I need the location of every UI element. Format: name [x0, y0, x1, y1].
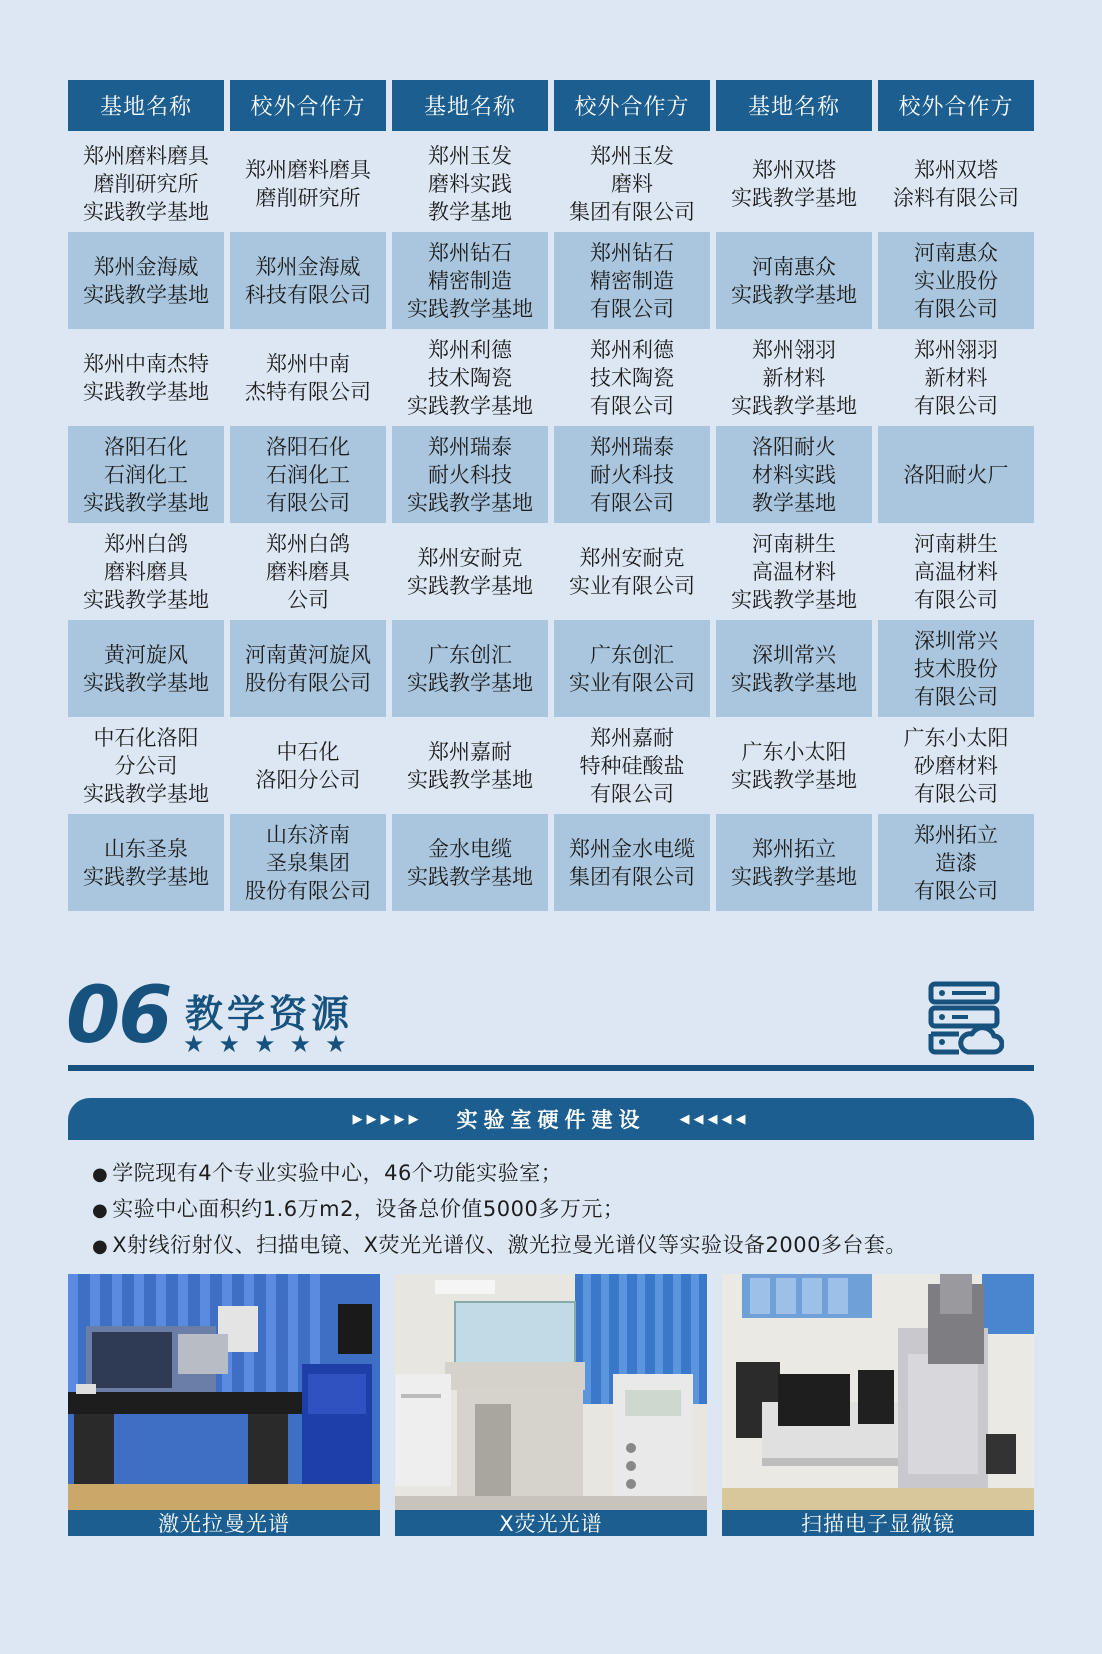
table-cell: 郑州拓立 实践教学基地: [716, 814, 872, 911]
table-cell: 黄河旋风 实践教学基地: [68, 620, 224, 717]
section-number: 06: [66, 971, 171, 1061]
table-cell: 郑州磨料磨具 磨削研究所: [230, 135, 386, 232]
table-header-cell: 校外合作方: [878, 80, 1034, 131]
table-cell: 郑州金海威 科技有限公司: [230, 232, 386, 329]
table-cell: 中石化 洛阳分公司: [230, 717, 386, 814]
table-cell: 郑州磨料磨具 磨削研究所 实践教学基地: [68, 135, 224, 232]
table-cell: 山东圣泉 实践教学基地: [68, 814, 224, 911]
lab-facts-list: [92, 1155, 1032, 1263]
table-cell: 郑州白鸽 磨料磨具 公司: [230, 523, 386, 620]
list-item: ● 实验中心面积约1.6万m2，设备总价值5000多万元；: [92, 1191, 1032, 1227]
table-header-cell: 基地名称: [68, 80, 224, 131]
lab-hardware-banner: [68, 1098, 1034, 1140]
table-cell: 深圳常兴 实践教学基地: [716, 620, 872, 717]
xrf-spectrometer-image: [395, 1274, 707, 1510]
banner-left-arrows: ▶▶▶▶▶: [352, 1111, 423, 1127]
table-cell: 河南惠众 实践教学基地: [716, 232, 872, 329]
table-cell: 郑州金海威 实践教学基地: [68, 232, 224, 329]
table-cell: 郑州金水电缆 集团有限公司: [554, 814, 710, 911]
table-cell: 河南惠众 实业股份 有限公司: [878, 232, 1034, 329]
table-cell: 郑州翎羽 新材料 实践教学基地: [716, 329, 872, 426]
table-header-cell: 基地名称: [716, 80, 872, 131]
table-cell: 广东小太阳 砂磨材料 有限公司: [878, 717, 1034, 814]
table-cell: 洛阳耐火 材料实践 教学基地: [716, 426, 872, 523]
practice-base-table: [68, 80, 1034, 911]
sem-image: [722, 1274, 1034, 1510]
photo-sem: [722, 1274, 1034, 1536]
table-cell: 郑州瑞泰 耐火科技 实践教学基地: [392, 426, 548, 523]
table-cell: 广东创汇 实践教学基地: [392, 620, 548, 717]
table-cell: 金水电缆 实践教学基地: [392, 814, 548, 911]
table-cell: 洛阳石化 石润化工 实践教学基地: [68, 426, 224, 523]
table-cell: 山东济南 圣泉集团 股份有限公司: [230, 814, 386, 911]
table-header-cell: 校外合作方: [230, 80, 386, 131]
photo-xrf-spectrometer: [395, 1274, 707, 1536]
table-cell: 洛阳耐火厂: [878, 426, 1034, 523]
table-cell: 郑州玉发 磨料实践 教学基地: [392, 135, 548, 232]
table-cell: 广东创汇 实业有限公司: [554, 620, 710, 717]
table-cell: 郑州玉发 磨料 集团有限公司: [554, 135, 710, 232]
table-cell: 中石化洛阳 分公司 实践教学基地: [68, 717, 224, 814]
table-cell: 河南耕生 高温材料 有限公司: [878, 523, 1034, 620]
table-header-cell: 基地名称: [392, 80, 548, 131]
table-cell: 深圳常兴 技术股份 有限公司: [878, 620, 1034, 717]
table-cell: 郑州双塔 涂料有限公司: [878, 135, 1034, 232]
banner-title: 实验室硬件建设: [456, 1108, 646, 1132]
banner-right-arrows: ◀◀◀◀◀: [679, 1111, 750, 1127]
list-item: ● 学院现有4个专业实验中心，46个功能实验室；: [92, 1155, 1032, 1191]
table-cell: 郑州瑞泰 耐火科技 有限公司: [554, 426, 710, 523]
photo-caption: 激光拉曼光谱: [68, 1510, 380, 1536]
raman-spectrometer-image: [68, 1274, 380, 1510]
table-cell: 郑州安耐克 实践教学基地: [392, 523, 548, 620]
table-cell: 郑州中南 杰特有限公司: [230, 329, 386, 426]
table-cell: 河南黄河旋风 股份有限公司: [230, 620, 386, 717]
lab-photo-row: [68, 1274, 1034, 1536]
table-cell: 广东小太阳 实践教学基地: [716, 717, 872, 814]
photo-caption: 扫描电子显微镜: [722, 1510, 1034, 1536]
server-cloud-icon: [928, 980, 1004, 1056]
table-cell: 郑州双塔 实践教学基地: [716, 135, 872, 232]
list-item: ● X射线衍射仪、扫描电镜、X荧光光谱仪、激光拉曼光谱仪等实验设备2000多台套。: [92, 1227, 1032, 1263]
table-cell: 郑州利德 技术陶瓷 实践教学基地: [392, 329, 548, 426]
table-cell: 郑州利德 技术陶瓷 有限公司: [554, 329, 710, 426]
table-cell: 郑州白鸽 磨料磨具 实践教学基地: [68, 523, 224, 620]
section-divider: [68, 1065, 1034, 1071]
table-cell: 河南耕生 高温材料 实践教学基地: [716, 523, 872, 620]
table-cell: 郑州翎羽 新材料 有限公司: [878, 329, 1034, 426]
section-title: 教学资源: [185, 992, 354, 1036]
section-stars: ★★★★★: [183, 1030, 361, 1058]
table-cell: 郑州嘉耐 特种硅酸盐 有限公司: [554, 717, 710, 814]
table-cell: 郑州钻石 精密制造 有限公司: [554, 232, 710, 329]
table-cell: 郑州中南杰特 实践教学基地: [68, 329, 224, 426]
table-header-cell: 校外合作方: [554, 80, 710, 131]
table-cell: 洛阳石化 石润化工 有限公司: [230, 426, 386, 523]
table-cell: 郑州钻石 精密制造 实践教学基地: [392, 232, 548, 329]
photo-caption: X荧光光谱: [395, 1510, 707, 1536]
table-cell: 郑州拓立 造漆 有限公司: [878, 814, 1034, 911]
table-cell: 郑州安耐克 实业有限公司: [554, 523, 710, 620]
table-cell: 郑州嘉耐 实践教学基地: [392, 717, 548, 814]
photo-raman-spectrometer: [68, 1274, 380, 1536]
